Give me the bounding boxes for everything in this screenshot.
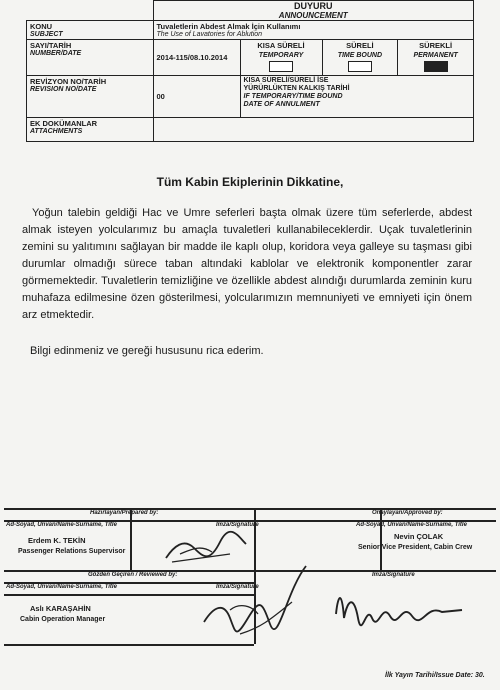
time-bound-checkbox [348,61,372,72]
annulment-note: KISA SÜRELİ/SÜRELİ İSE YÜRÜRLÜKTEN KALKIŞ TARİHİ IF TEMPORARY/TIME BOUND DATE OF ANNULMENT [240,76,474,118]
number-label: SAYI/TARİH NUMBER/DATE [27,40,154,76]
reviewed-by-label: Gözden Geçiren / Reviewed by: [88,572,178,578]
reviewer-signature-scribble [200,562,310,646]
reviewer-name: Aslı KARAŞAHİN [30,604,91,613]
reviewer-name-column-header: Ad-Soyad, Unvan/Name-Surname, Title [6,584,117,590]
option-temporary: KISA SÜRELİ TEMPORARY [240,40,322,76]
approver-signature-label: İmza/Signature [372,572,415,578]
title-tr: DUYURU [293,1,333,11]
issue-date: İlk Yayın Tarihi/Issue Date: 30. [385,672,485,679]
option-permanent: SÜREKLİ PERMANENT [398,40,473,75]
temporary-checkbox [269,61,293,72]
prepared-by-label: Hazırlayan/Prepared by: [90,510,159,516]
permanent-checkbox-checked [424,61,448,72]
option-time-bound: SÜRELİ TIME BOUND [323,40,398,75]
subject-value: Tuvaletlerin Abdest Almak İçin Kullanımı The Use of Lavatories for Ablution [153,21,474,40]
preparer-name: Erdem K. TEKİN [28,536,86,545]
preparer-title: Passenger Relations Supervisor [18,548,126,555]
approver-title: Senior Vice President, Cabin Crew [358,544,473,551]
closing-line: Bilgi edinmeniz ve gereği hususunu rica ederim. [30,345,264,357]
subject-label: KONU SUBJECT [27,21,154,40]
name-column-header: Ad-Soyad, Unvan/Name-Surname, Title [6,522,117,528]
title-en: ANNOUNCEMENT [278,11,348,20]
signature-block [0,498,500,648]
revision-value: 00 [153,76,240,118]
approver-name-column-header: Ad-Soyad, Unvan/Name-Surname, Title [356,522,467,528]
header-table [26,0,474,142]
document-title [153,1,474,21]
body-paragraph: Yoğun talebin geldiği Hac ve Umre seferleri başta olmak üzere tüm seferlerde, abdest almak isteyen yolcularımız bu amaçla tuvaletleri kullanabileceklerdir. Uçak tuvaletlerinin zemini su yalıtımını sağlayan bir madde ile kaplı olup, koridora veya galleye su taşması gibi durumlar olmadığı sürece taban altındaki kablolar ve elektronik komponentler zarar görmemektedir. Tuvaletlerin temizliğine ve özellikle abdest alındığı durumlarda zeminin kuru muhafaza edilmesine özen gösterilmesi, yolcularımızın memnuniyeti ve emniyeti için önem arz etmektedir. [22,207,472,321]
attachments-value [153,118,474,142]
reviewer-title: Cabin Operation Manager [20,616,106,623]
attention-heading: Tüm Kabin Ekiplerinin Dikkatine, [156,175,344,189]
approver-name: Nevin ÇOLAK [394,532,444,541]
approver-signature-scribble [330,584,470,632]
number-value: 2014-115/08.10.2014 [153,40,240,76]
signature-column-header: İmza/Signature [216,522,259,528]
approved-by-label: Onaylayan/Approved by: [372,510,443,516]
reviewer-signature-column-header: İmza/Signature [216,584,259,590]
revision-label: REVİZYON NO/TARİH REVISION NO/DATE [27,76,154,118]
attachments-label: EK DOKÜMANLAR ATTACHMENTS [27,118,154,142]
